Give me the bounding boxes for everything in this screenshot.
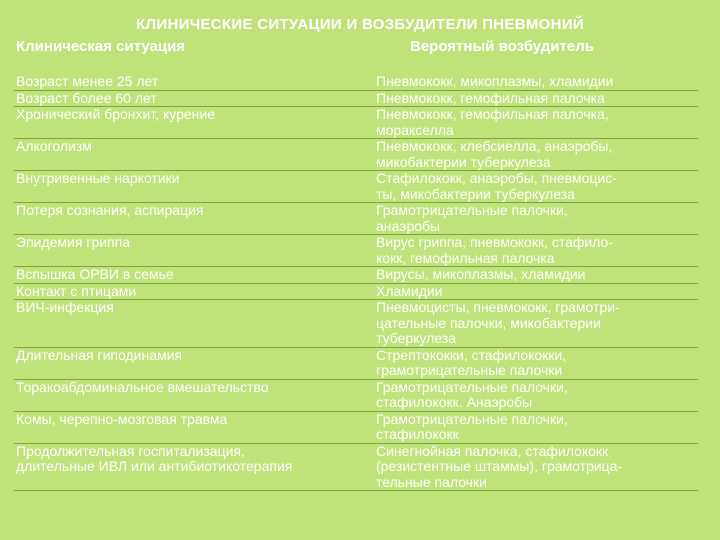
table-row <box>14 235 698 267</box>
situation-cell <box>14 139 376 170</box>
pathogen-line: Стрептококки, стафилококки, <box>376 346 567 363</box>
situation-cell <box>14 380 376 411</box>
pathogen-line: Пневмококк, гемофильная палочка <box>376 89 605 106</box>
pathogen-cell <box>376 348 698 379</box>
situation-text: Вспышка ОРВИ в семье <box>16 267 174 282</box>
situation-text: Хронический бронхит, курение <box>16 107 216 122</box>
table-row <box>14 348 698 380</box>
pathogen-line: Пневмококк, микоплазмы, хламидии <box>376 73 614 89</box>
table-row <box>14 284 698 301</box>
situation-text-line2: длительные ИВЛ или антибиотикотерапия <box>16 458 293 474</box>
pathogen-line: Пневмококк, клебсиелла, анаэробы, <box>376 138 613 154</box>
pathogen-line: Пневмоцисты, пневмококк, грамотри- <box>376 299 620 315</box>
pathogen-line: моракселла <box>376 121 454 138</box>
pathogen-cell <box>376 139 698 170</box>
pathogen-cell <box>376 444 698 491</box>
situation-text: Эпидемия гриппа <box>16 235 130 250</box>
pathogen-line: Вирус гриппа, пневмококк, стафило- <box>376 234 614 250</box>
situation-text: Потеря сознания, аспирация <box>16 203 204 218</box>
pathogen-line: цательные палочки, микобактерии <box>376 314 601 331</box>
pathogen-cell <box>376 300 698 347</box>
pathogen-line: туберкулеза <box>376 330 456 346</box>
situation-cell <box>14 300 376 347</box>
situations-table <box>14 74 698 491</box>
pathogen-line: Стафилококк, анаэробы, пневмоцис- <box>376 170 617 186</box>
pathogen-line: Хламидии <box>376 282 443 299</box>
situation-text: Длительная гиподинамия <box>16 347 183 363</box>
pathogen-cell <box>376 412 698 443</box>
situation-text: Торакоабдоминальное вмешательство <box>16 379 269 395</box>
table-row <box>14 107 698 139</box>
situation-text: Комы, черепно-мозговая травма <box>16 411 228 427</box>
situation-text: Алкоголизм <box>16 139 92 154</box>
situation-cell <box>14 74 376 90</box>
table-row <box>14 139 698 171</box>
situation-cell <box>14 284 376 300</box>
situation-cell <box>14 235 376 266</box>
pathogen-line: микобактерии туберкулеза <box>376 153 551 170</box>
pathogen-line: Синегнойная палочка, стафилококк <box>376 442 609 459</box>
table-row <box>14 203 698 235</box>
column-header-pathogen: Вероятный возбудитель <box>410 38 594 55</box>
pathogen-line: тельные палочки <box>376 473 487 490</box>
situation-cell <box>14 348 376 379</box>
pathogen-line: ты, микобактерии туберкулеза <box>376 185 575 202</box>
pathogen-line: Пневмококк, гемофильная палочка, <box>376 106 609 122</box>
pathogen-cell <box>376 284 698 300</box>
pathogen-line: стафилококк <box>376 426 459 442</box>
pathogen-cell <box>376 235 698 266</box>
situation-cell <box>14 444 376 491</box>
pathogen-cell <box>376 380 698 411</box>
pathogen-cell <box>376 203 698 234</box>
table-row <box>14 444 698 492</box>
pathogen-line: кокк, гемофильная палочка <box>376 249 555 266</box>
pathogen-cell <box>376 74 698 90</box>
pathogen-cell <box>376 267 698 283</box>
table-row <box>14 300 698 348</box>
pathogen-line: Грамотрицательные палочки, <box>376 410 568 427</box>
pathogen-line: грамотрицательные палочки <box>376 362 563 378</box>
situation-text: Возраст более 60 лет <box>16 90 157 106</box>
pathogen-line: Грамотрицательные палочки, <box>376 202 568 218</box>
pathogen-line: Грамотрицательные палочки, <box>376 378 568 395</box>
situation-cell <box>14 267 376 283</box>
page-title: КЛИНИЧЕСКИЕ СИТУАЦИИ И ВОЗБУДИТЕЛИ ПНЕВМОНИЙ <box>136 16 584 33</box>
situation-cell <box>14 91 376 107</box>
situation-text: Контакт с птицами <box>16 283 137 299</box>
situation-cell <box>14 107 376 138</box>
situation-text: Продолжительная госпитализация, <box>16 443 245 459</box>
situation-text: Внутривенные наркотики <box>16 171 180 186</box>
column-header-situation: Клиническая ситуация <box>16 38 186 55</box>
table-row <box>14 91 698 108</box>
pathogen-line: анаэробы <box>376 217 441 234</box>
pathogen-cell <box>376 107 698 138</box>
pathogen-line: стафилококк. Анаэробы <box>376 394 533 410</box>
situation-text: Возраст менее 25 лет <box>16 74 159 89</box>
pathogen-line: (резистентные штаммы), грамотрица- <box>376 458 623 474</box>
situation-text: ВИЧ-инфекция <box>16 300 114 315</box>
pathogen-cell <box>376 171 698 202</box>
pathogen-line: Вирусы, микоплазмы, хламидии <box>376 266 586 282</box>
table-row <box>14 74 698 91</box>
table-row <box>14 267 698 284</box>
situation-cell <box>14 171 376 202</box>
pathogen-cell <box>376 91 698 107</box>
situation-cell <box>14 203 376 234</box>
situation-cell <box>14 412 376 443</box>
table-row <box>14 171 698 203</box>
table-row <box>14 380 698 412</box>
table-row <box>14 412 698 444</box>
